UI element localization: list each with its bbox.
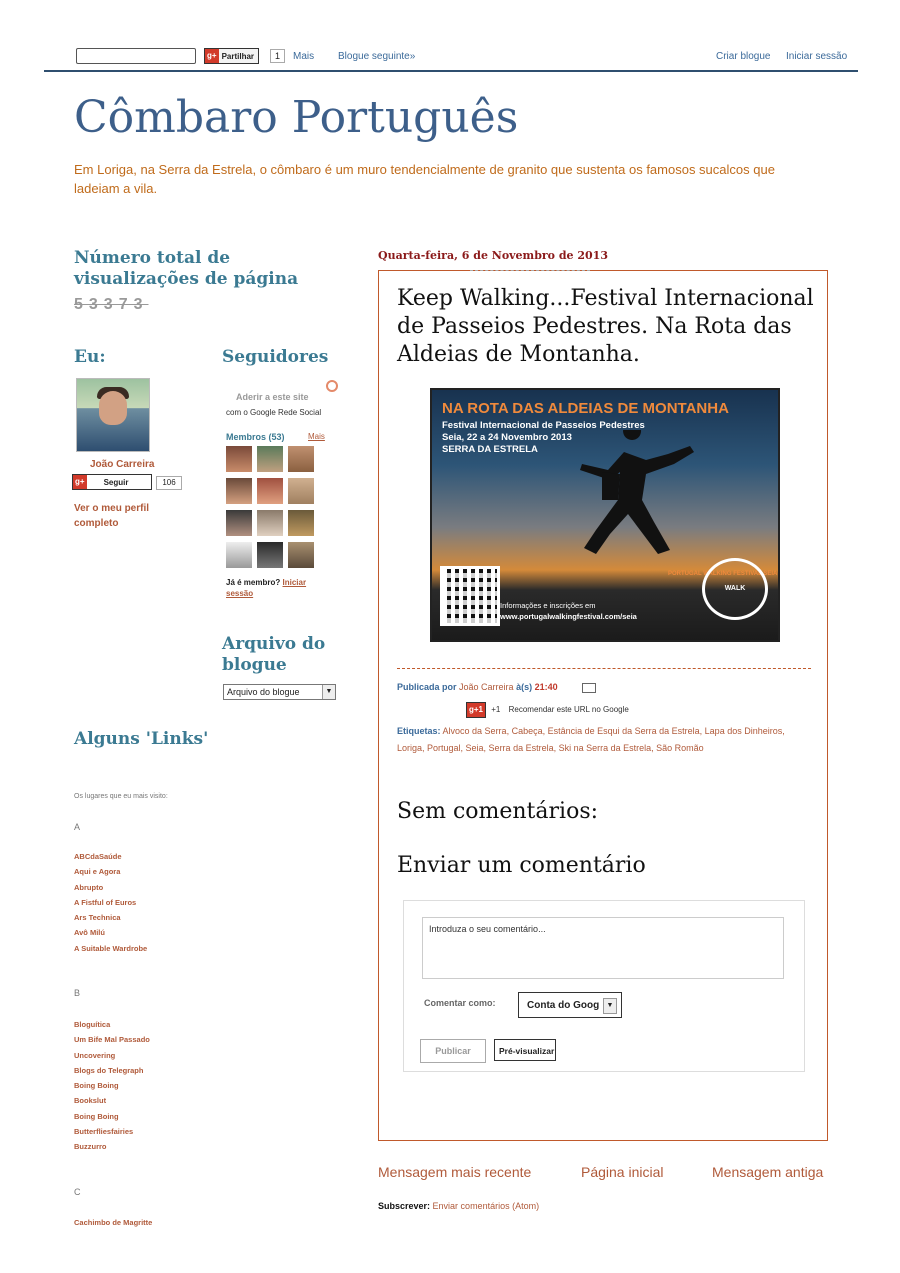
plus-one-count: +1 <box>491 705 501 714</box>
banner-line: Festival Internacional de Passeios Pedestres <box>442 420 645 431</box>
subscribe-row <box>378 1201 539 1211</box>
member-avatar[interactable] <box>257 478 283 504</box>
sidebar-link[interactable]: Cachimbo de Magritte <box>74 1218 153 1227</box>
member-avatar[interactable] <box>257 510 283 536</box>
archive-select-value: Arquivo do blogue <box>227 687 300 697</box>
sidebar-link[interactable]: Uncovering <box>74 1050 116 1060</box>
older-post-link[interactable]: Mensagem antiga <box>712 1164 824 1180</box>
published-by: Publicada por <box>397 682 457 692</box>
sign-in-link[interactable]: Iniciar sessão <box>786 51 848 62</box>
followers-widget-title: Seguidores <box>222 347 329 367</box>
sidebar-link[interactable]: Ars Technica <box>74 913 121 923</box>
google-friend-connect-icon <box>326 380 338 392</box>
banner-line: SERRA DA ESTRELA <box>442 444 538 455</box>
post-footer-divider <box>397 668 811 669</box>
member-signin-prompt <box>226 577 326 599</box>
sidebar-link[interactable]: Butterfliesfairies <box>74 1127 134 1137</box>
member-avatar[interactable] <box>288 446 314 472</box>
comment-as-select[interactable] <box>518 992 622 1018</box>
share-label: Partilhar <box>221 51 255 61</box>
post-divider-top <box>470 270 590 271</box>
sidebar-link[interactable]: A Suitable Wardrobe <box>74 943 148 953</box>
banner-title: NA ROTA DAS ALDEIAS DE MONTANHA <box>442 400 729 417</box>
subscribe-label: Subscrever: <box>378 1201 431 1211</box>
comment-textarea[interactable]: Introduza o seu comentário... <box>422 917 784 979</box>
sidebar-link[interactable]: Bookslut <box>74 1096 107 1106</box>
links-intro: Os lugares que eu mais visito: <box>74 793 168 800</box>
email-post-icon[interactable] <box>582 683 596 693</box>
post-labels <box>397 723 807 757</box>
member-avatar[interactable] <box>226 542 252 568</box>
blogger-navbar <box>44 44 858 72</box>
chevron-down-icon: ▼ <box>603 998 617 1014</box>
navbar-more-link[interactable]: Mais <box>293 51 315 62</box>
create-blog-link[interactable]: Criar blogue <box>716 51 771 62</box>
google-follow-button[interactable] <box>72 474 152 490</box>
google-plus-icon: g+ <box>73 475 87 489</box>
member-avatar[interactable] <box>288 510 314 536</box>
join-site-button[interactable]: Aderir a este site <box>236 392 309 402</box>
links-letter-a: A <box>74 822 81 832</box>
banner-logo-text: PORTUGAL WALKING FESTIVAL SEIA <box>668 571 778 577</box>
hiker-silhouette-icon <box>562 430 712 570</box>
comment-as-label: Comentar como: <box>424 998 496 1008</box>
link-list-b <box>74 1017 150 1155</box>
member-question: Já é membro? <box>226 578 281 587</box>
links-widget-title: Alguns 'Links' <box>74 729 209 749</box>
banner-info-url: www.portugalwalkingfestival.com/seia <box>500 612 637 621</box>
archive-select[interactable] <box>223 684 336 700</box>
sidebar-link[interactable]: Blogs do Telegraph <box>74 1065 144 1075</box>
blog-title[interactable]: Cômbaro Português <box>74 92 519 143</box>
profile-name[interactable]: João Carreira <box>90 459 155 470</box>
sidebar-link[interactable]: ABCdaSaúde <box>74 852 122 861</box>
banner-info <box>500 600 637 622</box>
send-comment-heading: Enviar um comentário <box>397 853 646 878</box>
google-plus-icon: g+ <box>205 49 219 63</box>
members-count: Membros (53) <box>226 432 285 442</box>
subscribe-atom-link[interactable]: Enviar comentários (Atom) <box>432 1201 540 1211</box>
labels-prefix: Etiquetas: <box>397 726 441 736</box>
view-full-profile-link[interactable]: Ver o meu perfil completo <box>74 503 150 529</box>
member-avatar[interactable] <box>257 446 283 472</box>
sidebar-link[interactable]: Avô Milú <box>74 928 105 938</box>
sidebar-link[interactable]: Boing Boing <box>74 1081 119 1091</box>
member-avatar[interactable] <box>257 542 283 568</box>
post-at: à(s) <box>516 682 533 692</box>
share-count: 1 <box>270 49 285 63</box>
sidebar-link[interactable]: A Fistful of Euros <box>74 897 137 907</box>
follow-label: Seguir <box>103 477 129 487</box>
post-banner-image[interactable] <box>430 388 780 642</box>
chevron-down-icon: ▼ <box>322 685 335 699</box>
pageviews-title: Número total de visualizações de página <box>74 248 299 289</box>
next-blog-link[interactable]: Blogue seguinte» <box>338 51 416 62</box>
google-share-button[interactable] <box>204 48 259 64</box>
members-more-link[interactable]: Mais <box>308 432 325 441</box>
banner-info-line: Informações e inscrições em <box>500 601 596 610</box>
post-time-link[interactable]: 21:40 <box>534 682 558 692</box>
sidebar-link[interactable]: Buzzurro <box>74 1142 107 1152</box>
link-list-c <box>74 1215 152 1230</box>
sidebar-link[interactable]: Bloguítica <box>74 1020 111 1029</box>
links-letter-b: B <box>74 988 81 998</box>
preview-button[interactable]: Pré-visualizar <box>494 1039 556 1061</box>
member-avatar[interactable] <box>226 510 252 536</box>
recommend-label: Recomendar este URL no Google <box>508 705 629 714</box>
sidebar-link[interactable]: Aqui e Agora <box>74 867 121 877</box>
links-letter-c: C <box>74 1187 81 1197</box>
member-signin-link[interactable]: Iniciar sessão <box>226 578 307 598</box>
join-site-subtitle: com o Google Rede Social <box>226 408 322 417</box>
comment-as-value: Conta do Goog <box>527 1000 600 1011</box>
home-link[interactable]: Página inicial <box>581 1164 664 1180</box>
profile-photo[interactable] <box>76 378 150 452</box>
member-avatar[interactable] <box>226 478 252 504</box>
pageviews-counter: 53373 <box>74 296 149 313</box>
newer-post-link[interactable]: Mensagem mais recente <box>378 1164 532 1180</box>
labels-links[interactable]: Alvoco da Serra, Cabeça, Estância de Esqui da Serra da Estrela, Lapa dos Dinheiros, Loriga, Portugal, Seia, Serra da Estrela, Ski na Serra da Estrela, São Romão <box>397 726 785 753</box>
member-avatar[interactable] <box>226 446 252 472</box>
post-date: Quarta-feira, 6 de Novembro de 2013 <box>378 249 608 262</box>
walk-logo-icon: WALK <box>702 558 768 620</box>
sidebar-link[interactable]: Boing Boing <box>74 1111 119 1121</box>
member-avatar[interactable] <box>288 542 314 568</box>
follow-count: 106 <box>156 476 182 490</box>
google-plus-one-button[interactable]: g+1 <box>466 702 486 718</box>
archive-widget-title: Arquivo do blogue <box>222 634 326 675</box>
publish-button[interactable]: Publicar <box>420 1039 486 1063</box>
profile-face <box>99 391 127 425</box>
sidebar-link[interactable]: Um Bife Mal Passado <box>74 1035 150 1045</box>
qr-code <box>440 566 500 626</box>
post-byline <box>397 682 596 693</box>
post-author-link[interactable]: João Carreira <box>459 682 514 692</box>
link-list-a <box>74 849 147 956</box>
banner-line: Seia, 22 a 24 Novembro 2013 <box>442 432 572 443</box>
no-comments-heading: Sem comentários: <box>397 799 599 824</box>
navbar-search-input[interactable] <box>76 48 196 64</box>
blog-description: Em Loriga, na Serra da Estrela, o cômbaro é um muro tendencialmente de granito que sustenta os famosos sucalcos que ladeiam a vila. <box>74 162 775 196</box>
comment-form <box>403 900 805 1072</box>
sidebar-link[interactable]: Abrupto <box>74 882 104 892</box>
plus-one-row <box>466 702 629 718</box>
member-avatars <box>226 446 322 568</box>
member-avatar[interactable] <box>288 478 314 504</box>
profile-widget-title: Eu: <box>74 347 106 367</box>
post-title[interactable]: Keep Walking...Festival Internacional de Passeios Pedestres. Na Rota das Aldeias de Montanha. <box>397 286 814 367</box>
